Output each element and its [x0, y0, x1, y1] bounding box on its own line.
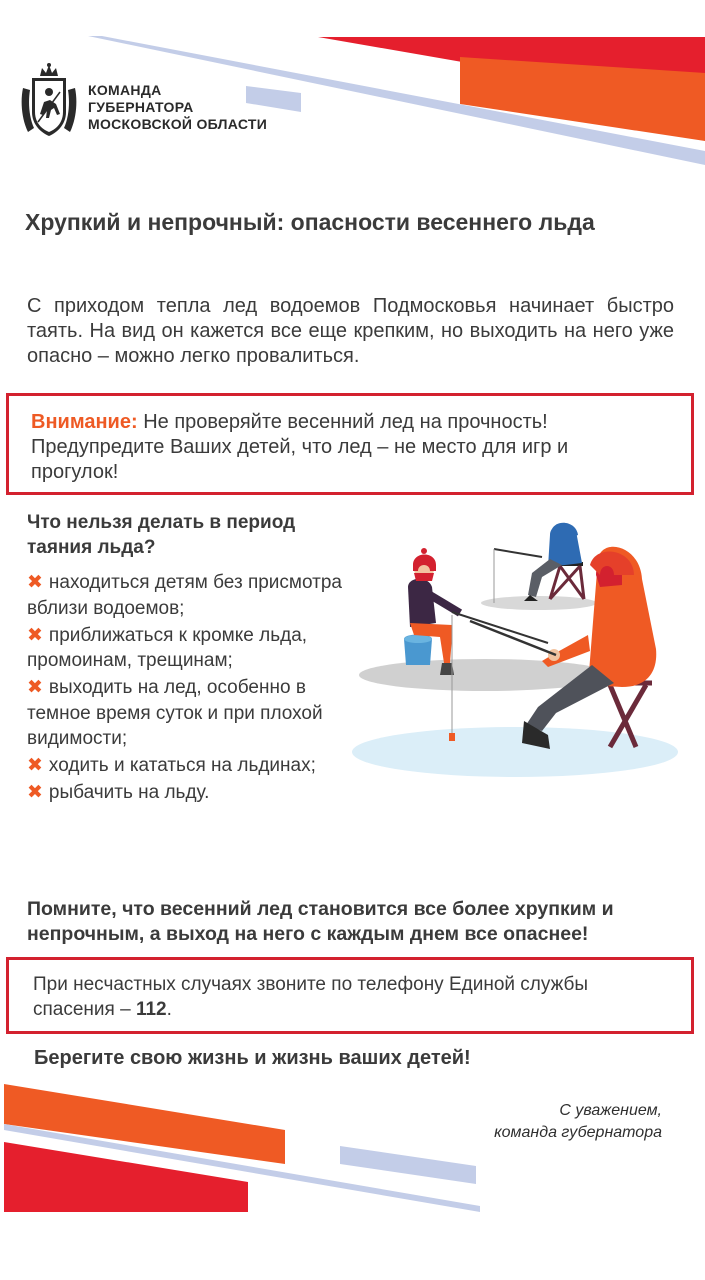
cross-icon: ✖: [27, 755, 43, 776]
moscow-region-coat-of-arms-icon: [20, 62, 78, 140]
attention-message: Не проверяйте весенний лед на прочность! Предупредите Ваших детей, что лед – не место для игр и прогулок!: [31, 411, 569, 483]
signature-line-2: команда губернатора: [494, 1124, 662, 1141]
donts-list: [27, 570, 347, 807]
cross-icon: ✖: [27, 572, 43, 593]
page-title: Хрупкий и непрочный: опасности весеннего льда: [25, 209, 595, 235]
list-item-text: выходить на лед, особенно в темное время суток и при плохой видимости;: [27, 677, 323, 749]
cross-icon: ✖: [27, 782, 43, 803]
attention-text: [31, 410, 651, 485]
cross-icon: ✖: [27, 624, 43, 646]
list-item-text: приближаться к кромке льда, промоинам, трещинам;: [27, 624, 308, 671]
blue-stripe-short: [340, 1146, 476, 1184]
care-slogan: Берегите свою жизнь и жизнь ваших детей!: [34, 1047, 471, 1069]
fisher-front: [470, 547, 656, 749]
donts-heading: Что нельзя делать в период таяния льда?: [27, 512, 296, 558]
emergency-text: [33, 972, 673, 1022]
list-item: [27, 570, 347, 621]
attention-label: Внимание:: [31, 411, 138, 433]
list-item-text: рыбачить на льду.: [48, 782, 210, 803]
list-item-text: ходить и кататься на льдинах;: [48, 755, 316, 776]
list-item-text: находиться детям без присмотра вблизи водоемов;: [27, 572, 342, 619]
list-item: [27, 675, 347, 752]
attention-box: [6, 393, 694, 495]
fisher-back: [494, 523, 584, 603]
org-name-line-2: ГУБЕРНАТОРА: [88, 99, 194, 115]
emergency-message: При несчастных случаях звоните по телефону Единой службы спасения –: [33, 974, 589, 1020]
ice-patch-back: [481, 596, 597, 610]
organization-name: [88, 82, 267, 133]
list-item: [27, 623, 347, 674]
ice-fishing-people-icon: [352, 515, 687, 785]
cross-icon: ✖: [27, 677, 43, 698]
org-name-line-3: МОСКОВСКОЙ ОБЛАСТИ: [88, 116, 268, 132]
list-item: [27, 780, 347, 806]
emergency-number: 112: [135, 999, 167, 1020]
list-item: [27, 753, 347, 779]
signature: [440, 1100, 662, 1144]
intro-paragraph: С приходом тепла лед водоемов Подмосковья начинает быстро таять. На вид он кажется все еще крепким, но выходить на него уже опасно – можно легко провалиться.: [27, 295, 674, 367]
org-name-line-1: КОМАНДА: [88, 82, 162, 98]
signature-line-1: С уважением,: [559, 1102, 662, 1119]
emergency-suffix: .: [166, 999, 172, 1020]
emergency-box: [6, 957, 694, 1034]
remember-warning: Помните, что весенний лед становится все более хрупким и непрочным, а выход на него с каждым днем все опаснее!: [27, 898, 614, 945]
